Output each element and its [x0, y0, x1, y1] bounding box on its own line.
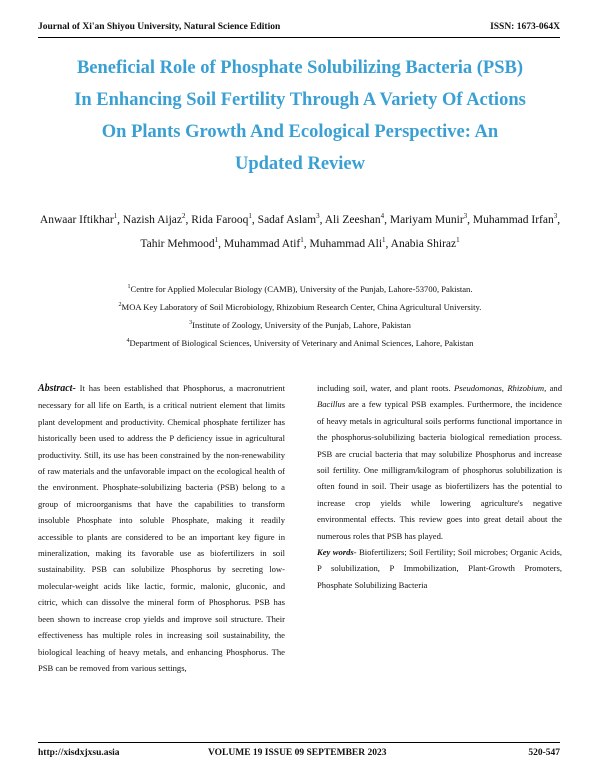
title-line: Updated Review: [234, 154, 365, 174]
author: Tahir Mehmood$^1$,: [140, 235, 224, 250]
paper-title: [20, 52, 580, 180]
genus-name: Rhizobium,: [507, 383, 547, 393]
running-footer: [38, 748, 560, 760]
author: Mariyam Munir$^3$,: [389, 212, 473, 226]
affiliation-1: $^1$Centre for Applied Molecular Biology (CAMB), University of the Punjab, Lahore-53700, Pakistan.: [127, 283, 473, 294]
page-range: 520-547: [528, 748, 560, 758]
author-list: [38, 206, 562, 254]
author: Muhammad Atif$^1$,: [223, 235, 310, 250]
author: Ali Zeeshan$^4$,: [324, 212, 390, 226]
affiliation-4: $^4$Department of Biological Sciences, University of Veterinary and Animal Sciences, Lahore, Pakistan: [126, 337, 474, 348]
affiliation-2: $^2$MOA Key Laboratory of Soil Microbiology, Rhizobium Research Center, China Agricultural University.: [118, 301, 482, 312]
author: Sadaf Aslam$^3$,: [257, 212, 325, 226]
abstract-continuation: including soil, water, and plant roots. Pseudomonas, Rhizobium, and Bacillus are a few typical PSB examples. Furthermore, the incidence of heavy metals in agricultural soils performs functional importance in the phosphorus-solubilizing bacteria biological remediation process. PSB are crucial bacteria that may solubilize Phosphorus and increase soil fertility. One milligram/kilogram of phosphorus solubilization is often found in soil. Their usage as biofertilizers has the potential to increase crop yields while lowering agriculture's negative environmental effects. This review goes into great detail about the numerous roles that PSB has played.: [317, 383, 563, 541]
genus-name: Pseudomonas,: [454, 383, 504, 393]
genus-name: Bacillus: [317, 399, 346, 410]
author: Nazish Aijaz$^2$,: [122, 212, 192, 226]
title-line: In Enhancing Soil Fertility Through A Variety Of Actions: [74, 90, 526, 110]
header-rule: [38, 37, 560, 38]
abstract-right-column: [317, 380, 562, 593]
keywords-label: Key words-: [317, 547, 357, 558]
affiliations: [30, 279, 570, 350]
affiliation-3: $^3$Institute of Zoology, University of the Punjab, Lahore, Pakistan: [189, 319, 411, 330]
author: Muhammad Ali$^1$,: [309, 235, 391, 250]
abstract-text-left: It has been established that Phosphorus, a macronutrient necessary for all life on Earth, is a critical nutrient element that limits plant development and productivity. Chemical phosphate fertilizer has historically been used to address the P deficiency issue in agricultural productivity. Still, its use has been constrained by the non-renewability of raw materials and the unfavorable impact on the ecological health of the environment. Phosphate-solubilizing bacteria (PSB) belong to a group of microorganisms that have the capabilities to transform insoluble Phosphate into soluble Phosphate, making it readily accessible to plants are considered to be an important key figure in mineralization, making its favorable use as biofertilizers in soil sustainability. PSB can solubilize Phosphorus by secreting low-molecular-weight acids like lactic, formic, malonic, gluconic, and citric, which can dissolve the mineral form of Phosphorus. PSB has been shown to increase crop yields and improve soil structure. Their effectiveness has multiple roles in increasing soil sustainability, the biological leaching of heavy metals, and enhancing Phosphorus. The PSB can be removed from various settings,: [38, 383, 285, 673]
abstract-label: Abstract-: [38, 383, 76, 394]
author: Anwaar Iftikhar$^1$,: [39, 212, 123, 226]
author: Rida Farooq$^1$,: [191, 212, 258, 226]
running-header: [38, 22, 560, 34]
footer-rule: [38, 742, 560, 743]
abstract-left-column: [38, 380, 285, 676]
journal-name: Journal of Xi'an Shiyou University, Natural Science Edition: [38, 22, 281, 32]
journal-url: http://xisdxjxsu.asia: [38, 748, 120, 758]
keywords-text: Biofertilizers; Soil Fertility; Soil microbes; Organic Acids, P solubilization, P Immobilization, Plant-Growth Promoters, Phosphate Solubilizing Bacteria: [317, 547, 562, 590]
keywords: [317, 544, 562, 593]
author: Anabia Shiraz$^1$: [390, 235, 460, 250]
issn: ISSN: 1673-064X: [490, 22, 560, 32]
title-line: On Plants Growth And Ecological Perspective: An: [101, 122, 499, 142]
volume-issue: VOLUME 19 ISSUE 09 SEPTEMBER 2023: [208, 748, 387, 758]
title-line: Beneficial Role of Phosphate Solubilizing Bacteria (PSB): [76, 58, 524, 78]
author: Muhammad Irfan$^3$,: [472, 212, 561, 226]
